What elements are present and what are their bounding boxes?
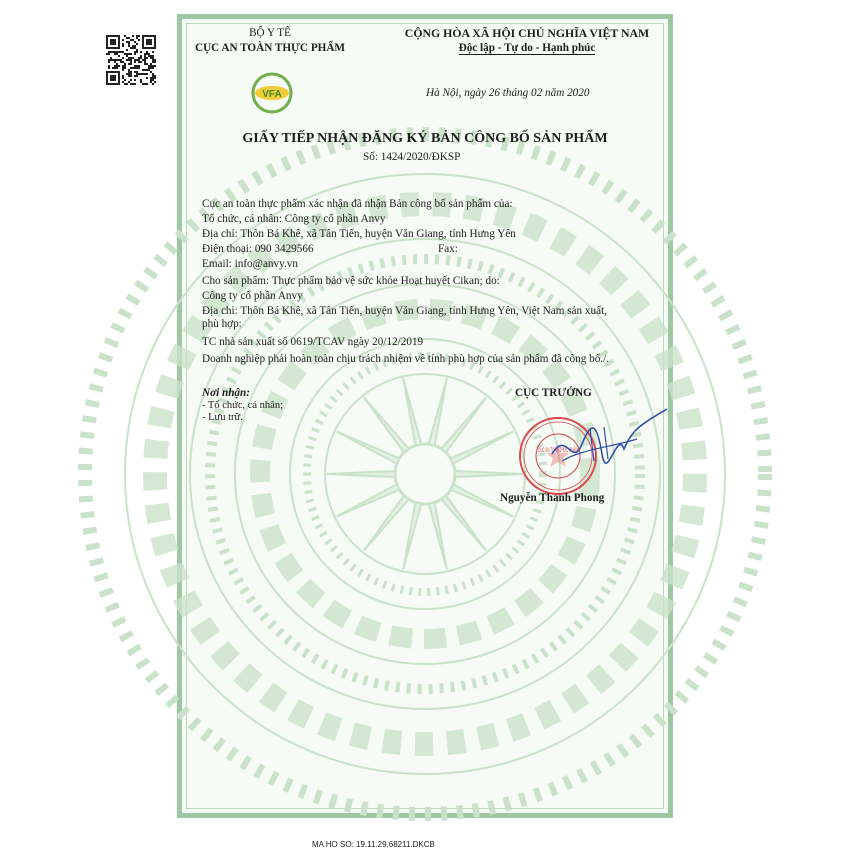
organization-line: Tổ chức, cá nhân: Công ty cổ phần Anvy <box>202 213 386 225</box>
email-line: Email: info@anvy.vn <box>202 258 298 270</box>
product-line: Cho sản phẩm: Thực phẩm bảo vệ sức khỏe Hoạt huyết Cikan; do: <box>202 275 500 287</box>
producer-address-continuation: phù hợp: <box>202 318 242 330</box>
certificate-document <box>177 14 673 818</box>
qr-code-icon <box>106 35 156 85</box>
recipient-item: - Lưu trữ. <box>202 412 243 423</box>
responsibility-line: Doanh nghiệp phải hoàn toàn chịu trách nhiệm về tính phù hợp của sản phẩm đã công bố./. <box>202 353 610 365</box>
address-line: Địa chỉ: Thôn Bá Khê, xã Tân Tiến, huyện Văn Giang, tỉnh Hưng Yên <box>202 228 516 240</box>
producer-line: Công ty cổ phần Anvy <box>202 290 303 302</box>
seal-text: CỤC AN TOÀN THỰC PHẨM <box>538 448 617 454</box>
dossier-code: MA HO SO: 19.11.29.68211.DKCB <box>312 840 435 849</box>
standard-line: TC nhà sản xuất số 0619/TCAV ngày 20/12/2019 <box>202 336 424 348</box>
nation-name: CỘNG HÒA XÃ HỘI CHỦ NGHĨA VIỆT NAM <box>404 26 650 40</box>
intro-line: Cục an toàn thực phẩm xác nhận đã nhận Bản công bố sản phẩm của: <box>202 198 513 210</box>
motto: Độc lập - Tự do - Hạnh phúc <box>458 42 596 54</box>
fax-line: Fax: <box>438 243 458 255</box>
document-title: GIẤY TIẾP NHẬN ĐĂNG KÝ BẢN CÔNG BỐ SẢN PHẨM <box>242 131 608 146</box>
date-line: Hà Nội, ngày 26 tháng 02 năm 2020 <box>426 87 590 99</box>
ministry-name: BỘ Y TẾ <box>249 27 291 39</box>
agency-name: CỤC AN TOÀN THỰC PHẨM <box>194 42 345 54</box>
recipients-label: Nơi nhận: <box>202 387 250 399</box>
signer-role: CỤC TRƯỞNG <box>515 387 592 399</box>
recipient-item: - Tổ chức, cá nhân; <box>202 400 284 411</box>
vfa-logo-icon <box>250 71 294 115</box>
signer-name: Nguyễn Thanh Phong <box>500 492 605 504</box>
document-number: Số: 1424/2020/ĐKSP <box>363 151 461 163</box>
logo-text: VFA <box>262 89 282 100</box>
producer-address-line: Địa chỉ: Thôn Bá Khê, xã Tân Tiến, huyện Văn Giang, tỉnh Hưng Yên, Việt Nam sản xuất, <box>202 305 607 317</box>
handwritten-signature-icon <box>542 399 672 479</box>
phone-line: Điện thoại: 090 3429566 <box>202 243 314 255</box>
